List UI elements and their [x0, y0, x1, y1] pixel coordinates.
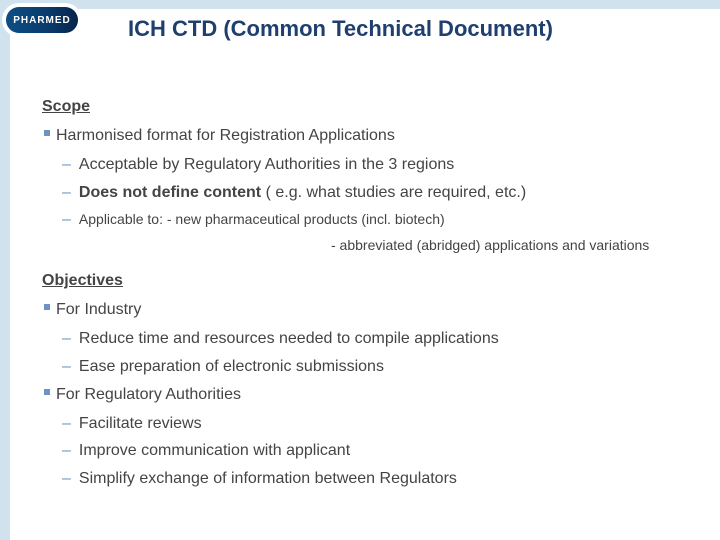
- bullet-square-icon: [44, 304, 50, 310]
- objectives-sub: [62, 415, 202, 433]
- dash-icon: –: [62, 156, 71, 173]
- dash-icon: –: [62, 442, 71, 459]
- scope-heading: Scope: [42, 98, 91, 115]
- dash-icon: –: [62, 358, 71, 375]
- objectives-sub: [62, 470, 457, 488]
- pharmed-logo: PHARMED: [6, 7, 78, 33]
- objectives-bullet-1: [44, 301, 141, 319]
- objectives-sub: [62, 358, 384, 376]
- sub-text: Facilitate reviews: [78, 415, 202, 432]
- bullet-text: For Regulatory Authorities: [56, 386, 241, 403]
- objectives-heading: Objectives: [42, 272, 123, 289]
- scope-bullet: [44, 127, 395, 145]
- scope-sub-2: [62, 184, 526, 202]
- slide-title: ICH CTD (Common Technical Document): [128, 16, 553, 41]
- dash-icon: –: [62, 211, 71, 228]
- sub-text: Reduce time and resources needed to compile applications: [78, 330, 499, 347]
- sub-text: Ease preparation of electronic submissions: [78, 358, 384, 375]
- sub-text: Improve communication with applicant: [78, 442, 351, 459]
- objectives-sub: [62, 442, 350, 460]
- sub-text: ( e.g. what studies are required, etc.): [261, 184, 527, 201]
- scope-sub-1: [62, 156, 454, 174]
- dash-icon: –: [62, 470, 71, 487]
- bullet-text: Harmonised format for Registration Applications: [56, 127, 395, 144]
- bullet-square-icon: [44, 130, 50, 136]
- sub-bold-text: Does not define content: [78, 184, 262, 201]
- sub-text: Simplify exchange of information between Regulators: [78, 470, 457, 487]
- dash-icon: –: [62, 184, 71, 201]
- scope-sub-3-cont: - abbreviated (abridged) applications and variations: [331, 237, 650, 253]
- objectives-sub: [62, 330, 499, 348]
- objectives-bullet-2: [44, 386, 241, 404]
- sub-text: Acceptable by Regulatory Authorities in the 3 regions: [78, 156, 455, 173]
- scope-sub-3: [62, 211, 445, 229]
- dash-icon: –: [62, 330, 71, 347]
- sub-text: Applicable to: - new pharmaceutical products (incl. biotech): [78, 211, 445, 227]
- bullet-square-icon: [44, 389, 50, 395]
- bullet-text: For Industry: [56, 301, 142, 318]
- dash-icon: –: [62, 415, 71, 432]
